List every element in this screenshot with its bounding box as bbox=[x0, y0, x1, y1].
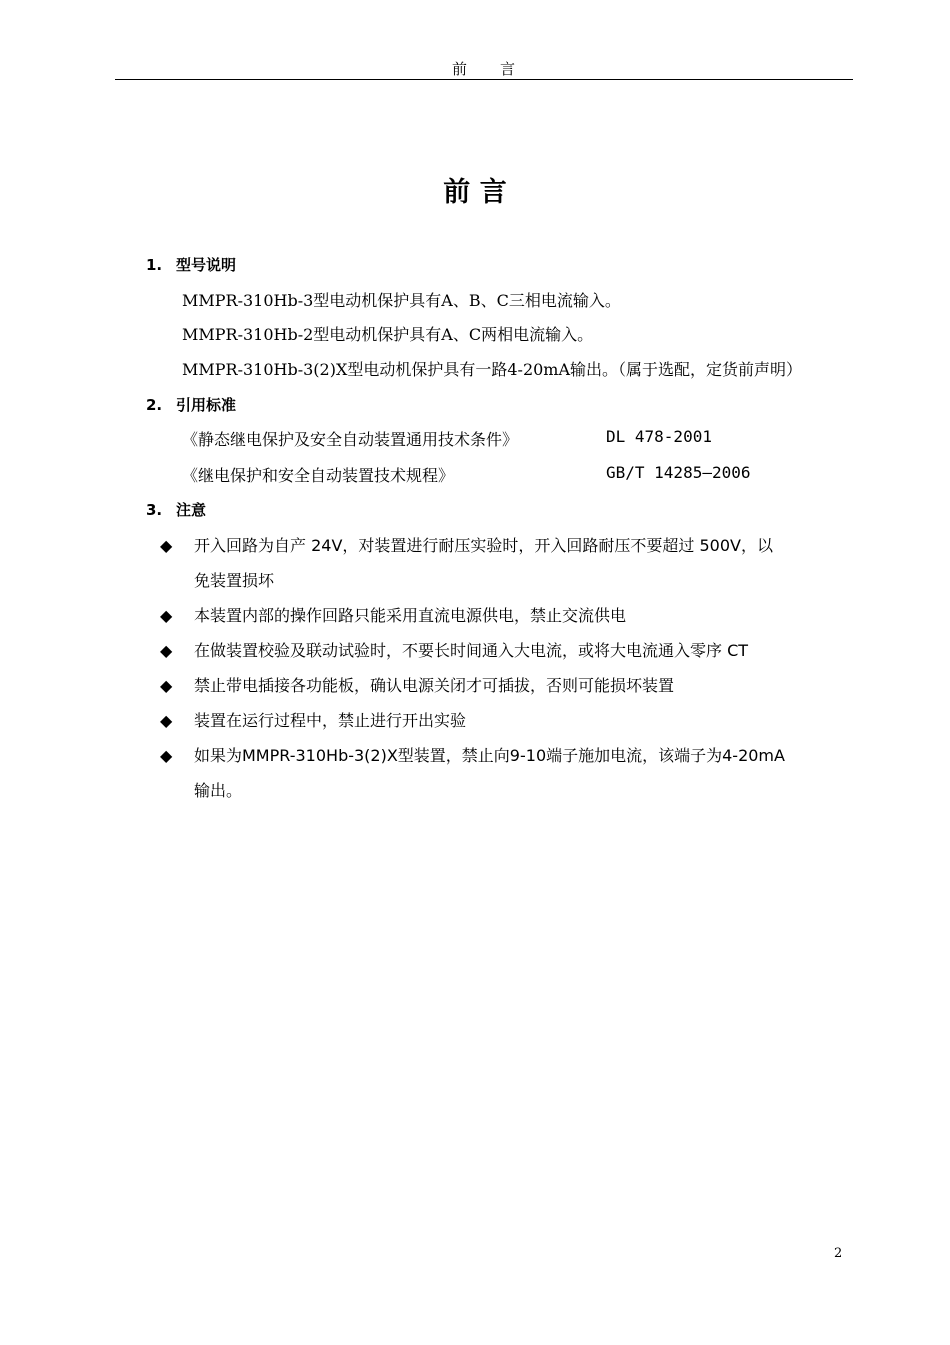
diamond-bullet-icon: ◆ bbox=[160, 711, 173, 730]
note-item bbox=[160, 743, 785, 766]
note-text: 禁止带电插接各功能板，确认电源关闭才可插拔，否则可能损坏装置 bbox=[194, 676, 675, 695]
page-number: 2 bbox=[834, 1246, 843, 1261]
note-item bbox=[160, 533, 773, 556]
model-line-1: MMPR-310Hb-3型电动机保护具有A、B、C三相电流输入。 bbox=[182, 291, 621, 310]
standard-code-1: DL 478-2001 bbox=[606, 427, 712, 446]
note-item bbox=[160, 603, 626, 626]
header-rule bbox=[115, 79, 853, 80]
note-text: 如果为MMPR-310Hb-3(2)X型装置，禁止向9-10端子施加电流，该端子为4-20mA bbox=[194, 746, 785, 765]
diamond-bullet-icon: ◆ bbox=[160, 606, 173, 625]
section-title: 引用标准 bbox=[176, 396, 237, 414]
note-continuation: 输出。 bbox=[194, 781, 243, 800]
standard-name-2: 《继电保护和安全自动装置技术规程》 bbox=[182, 466, 455, 485]
running-header: 前 言 bbox=[451, 60, 516, 78]
diamond-bullet-icon: ◆ bbox=[160, 746, 173, 765]
section-number: 1. bbox=[146, 256, 163, 274]
section-number: 2. bbox=[146, 396, 163, 414]
note-item bbox=[160, 673, 674, 696]
model-line-2: MMPR-310Hb-2型电动机保护具有A、C两相电流输入。 bbox=[182, 325, 594, 344]
page-title: 前 言 bbox=[443, 177, 507, 208]
note-continuation: 免装置损坏 bbox=[194, 571, 275, 590]
section-heading-notes bbox=[146, 499, 206, 520]
note-item bbox=[160, 638, 748, 661]
model-line-3: MMPR-310Hb-3(2)X型电动机保护具有一路4-20mA输出。（属于选配，定货前声明） bbox=[182, 360, 803, 379]
note-text: 在做装置校验及联动试验时，不要长时间通入大电流，或将大电流通入零序 CT bbox=[194, 641, 749, 660]
note-text: 开入回路为自产 24V，对装置进行耐压实验时，开入回路耐压不要超过 500V，以 bbox=[194, 536, 773, 555]
diamond-bullet-icon: ◆ bbox=[160, 641, 173, 660]
section-title: 型号说明 bbox=[176, 256, 237, 274]
standard-code-2: GB/T 14285—2006 bbox=[606, 463, 751, 482]
section-number: 3. bbox=[146, 501, 163, 519]
section-heading-standards bbox=[146, 394, 236, 415]
note-text: 本装置内部的操作回路只能采用直流电源供电，禁止交流供电 bbox=[194, 606, 627, 625]
section-title: 注意 bbox=[176, 501, 207, 519]
section-heading-model bbox=[146, 254, 236, 275]
standard-name-1: 《静态继电保护及安全自动装置通用技术条件》 bbox=[182, 430, 519, 449]
note-text: 装置在运行过程中，禁止进行开出实验 bbox=[194, 711, 467, 730]
diamond-bullet-icon: ◆ bbox=[160, 676, 173, 695]
note-item bbox=[160, 708, 466, 731]
diamond-bullet-icon: ◆ bbox=[160, 536, 173, 555]
